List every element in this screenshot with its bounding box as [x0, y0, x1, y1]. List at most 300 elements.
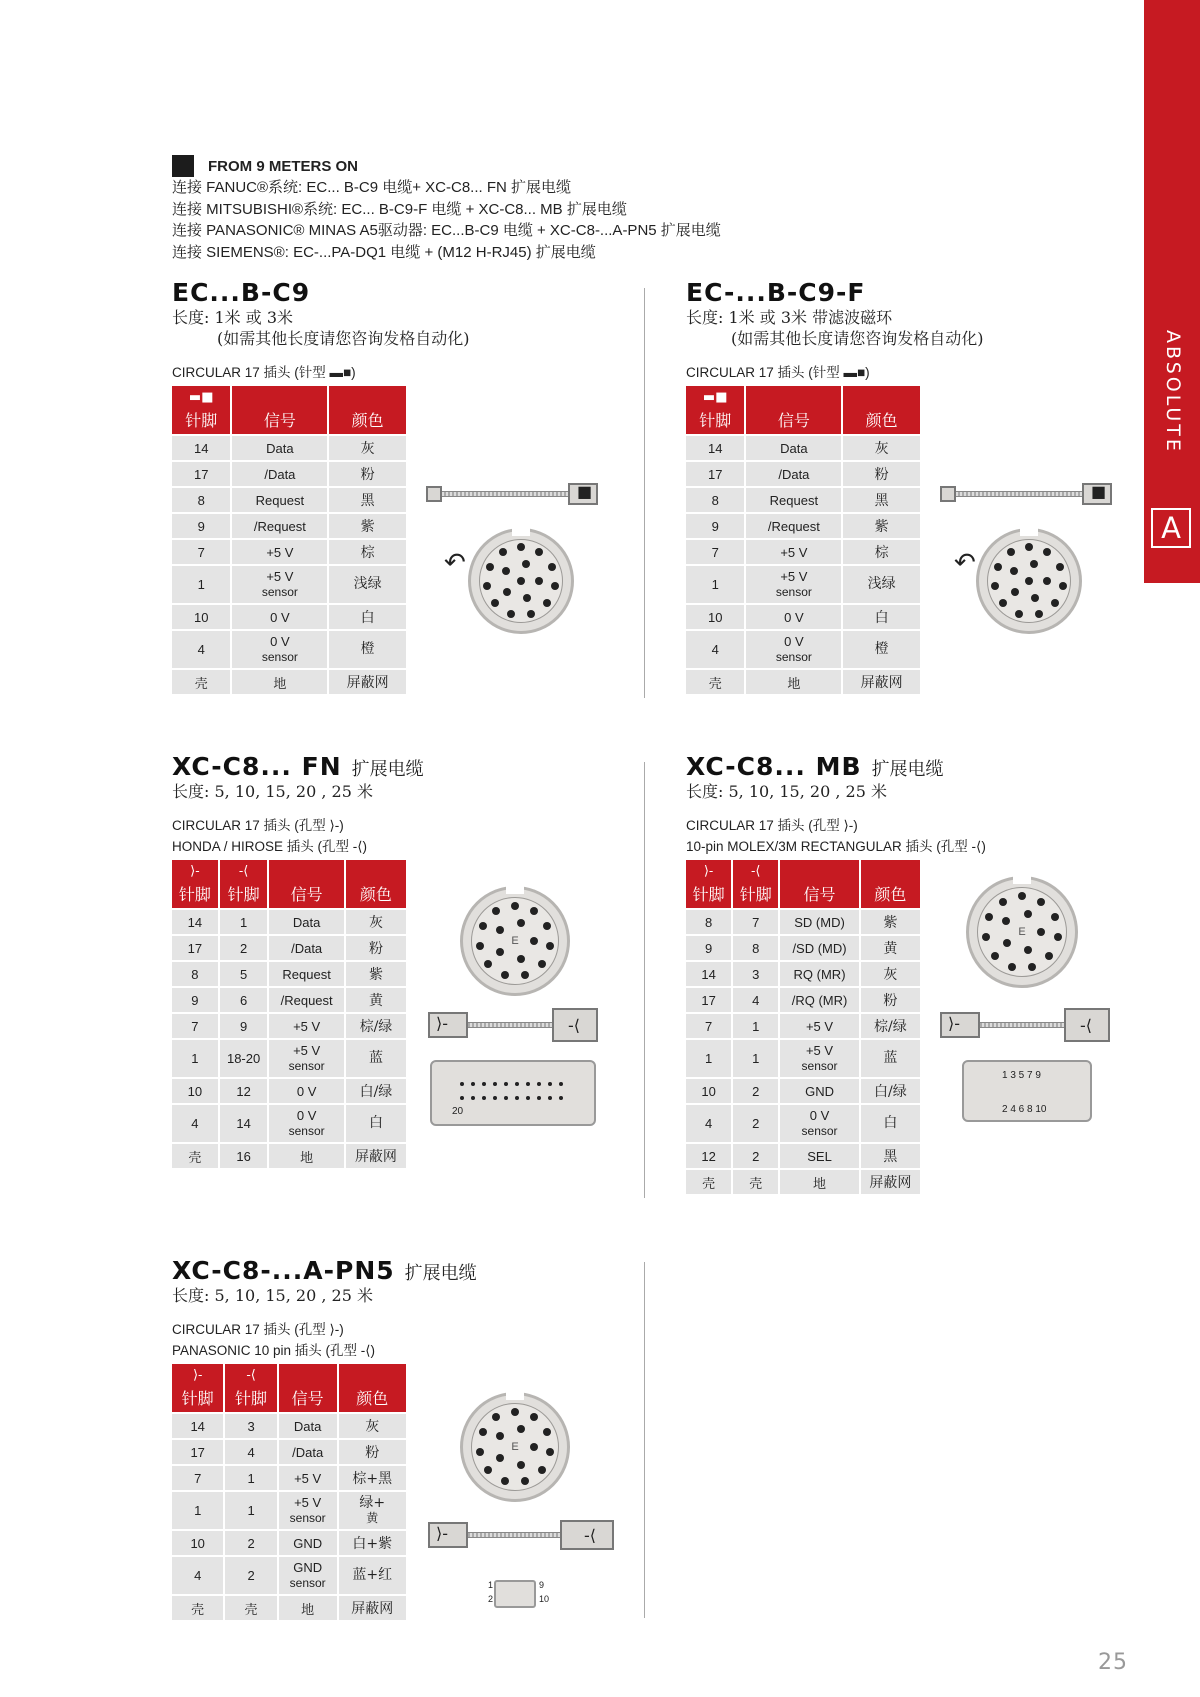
table-cell: 棕/绿: [861, 1014, 920, 1038]
table-header: [329, 386, 406, 434]
table-cell: 5: [220, 962, 268, 986]
table-cell: GND sensor: [279, 1557, 337, 1594]
table-cell: 8: [686, 910, 731, 934]
table-cell: 屏蔽网: [329, 670, 406, 694]
intro-heading-row: [172, 155, 852, 177]
pin-type-icon: ⟩-: [192, 1368, 203, 1383]
cable: [440, 491, 570, 497]
connector-pin: [1059, 582, 1067, 590]
table-cell: 灰: [329, 436, 406, 460]
table-row: [172, 605, 406, 629]
table-cell: 6: [220, 988, 268, 1012]
table-cell: /Request: [232, 514, 327, 538]
table-cell: 9: [172, 988, 218, 1012]
connector-slot: [559, 1082, 563, 1086]
connector-slot: [537, 1082, 541, 1086]
table-cell: 12: [686, 1144, 731, 1168]
table-row: [172, 1414, 406, 1438]
table-cell: /Data: [232, 462, 327, 486]
pin-type-icon: -⟨: [751, 864, 761, 879]
connector-key: [506, 886, 524, 894]
table-cell: 地: [232, 670, 327, 694]
connector-pin: [527, 610, 535, 618]
section-ec-b-c9: [172, 278, 632, 383]
table-header-label: 针脚: [227, 885, 260, 904]
table-cell: 8: [172, 488, 230, 512]
table-cell: 10: [172, 1079, 218, 1103]
connector-text: PANASONIC 10 pin 插头 (孔型 -⟨): [172, 1343, 376, 1358]
connector-pin: [503, 588, 511, 596]
table-header-label: 颜色: [874, 885, 907, 904]
table-row: [172, 1440, 406, 1464]
table-cell: 白: [861, 1105, 920, 1142]
table-cell: /Request: [269, 988, 343, 1012]
table-cell: 橙: [329, 631, 406, 668]
connector-slot: [537, 1096, 541, 1100]
table-cell: 绿+ 黄: [339, 1492, 406, 1529]
table-row: [172, 1014, 406, 1038]
length-text: 长度: 5, 10, 15, 20 , 25 米: [172, 1286, 373, 1305]
table-cell: 7: [686, 540, 744, 564]
table-cell: 紫: [861, 910, 920, 934]
pin-table-xc-c8-a-pn5: [170, 1362, 408, 1622]
socket-left-icon: ⟩-: [436, 1524, 449, 1543]
table-cell: 14: [686, 962, 731, 986]
connector-text: CIRCULAR 17 插头 (孔型 ⟩-): [686, 818, 858, 833]
table-cell: 0 V sensor: [780, 1105, 858, 1142]
table-cell: 2: [733, 1105, 778, 1142]
connector-pin: [517, 1425, 525, 1433]
table-cell: 7: [733, 910, 778, 934]
connector-pin: [523, 594, 531, 602]
table-cell: RQ (MR): [780, 962, 858, 986]
table-row: [172, 566, 406, 603]
pin-table-xc-c8-fn: [170, 858, 408, 1170]
table-header: [232, 386, 327, 434]
table-cell: 屏蔽网: [861, 1170, 920, 1194]
table-row: [686, 1014, 920, 1038]
length-text: 长度: 5, 10, 15, 20 , 25 米: [172, 782, 373, 801]
table-cell: +5 V: [279, 1466, 337, 1490]
side-tab: [1144, 0, 1200, 583]
table-row: [686, 631, 920, 668]
table-cell: 粉: [346, 936, 406, 960]
pin-plug-icon: ■: [577, 482, 593, 501]
table-row: [686, 1040, 920, 1077]
connector-pin: [517, 543, 525, 551]
table-cell: 7: [686, 1014, 731, 1038]
connector-pin: [511, 1408, 519, 1416]
table-cell: SD (MD): [780, 910, 858, 934]
table-cell: 4: [686, 1105, 731, 1142]
table-cell: 棕: [329, 540, 406, 564]
table-row: [686, 910, 920, 934]
length-text: 长度: 1米 或 3米: [172, 308, 294, 327]
side-tab-letter: A: [1151, 508, 1191, 548]
table-cell: 白: [346, 1105, 406, 1142]
connector-slot: [548, 1096, 552, 1100]
connector-pin: [501, 1477, 509, 1485]
connector-pin: [501, 971, 509, 979]
earth-label: E: [1018, 926, 1026, 938]
table-row: [686, 988, 920, 1012]
connector-pin: [1031, 594, 1039, 602]
table-cell: 白: [329, 605, 406, 629]
connector-pin: [517, 919, 525, 927]
socket-right-icon: -⟨: [1080, 1016, 1093, 1035]
column-divider: [644, 1262, 645, 1618]
connector-key: [1020, 528, 1038, 536]
table-cell: +5 V sensor: [780, 1040, 858, 1077]
column-divider: [644, 762, 645, 1198]
connector-pin: [994, 563, 1002, 571]
table-cell: Request: [746, 488, 841, 512]
table-cell: GND: [279, 1531, 337, 1555]
table-header-label: 信号: [803, 885, 836, 904]
page-number: 25: [1098, 1650, 1128, 1675]
connector-pin: [476, 1448, 484, 1456]
table-row: [686, 566, 920, 603]
table-row: [172, 1531, 406, 1555]
table-cell: 粉: [329, 462, 406, 486]
circular-connector-17: [468, 528, 574, 634]
table-row: [172, 670, 406, 694]
panasonic-10pin-connector: [494, 1580, 536, 1608]
table-row: [686, 514, 920, 538]
table-cell: 4: [172, 1557, 223, 1594]
connector-pin: [538, 960, 546, 968]
connector-pin: [499, 548, 507, 556]
table-row: [172, 488, 406, 512]
table-cell: 10: [172, 1531, 223, 1555]
intro-line-siemens: 连接 SIEMENS®: EC-...PA-DQ1 电缆 + (M12 H-RJ45) 扩展电缆: [172, 243, 596, 261]
table-cell: 粉: [339, 1440, 406, 1464]
table-cell: 0 V: [746, 605, 841, 629]
note-text: (如需其他长度请您咨询发格自动化): [731, 329, 984, 348]
connector-pin: [1056, 563, 1064, 571]
pn-label: 10: [539, 1594, 550, 1604]
table-cell: 17: [172, 1440, 223, 1464]
connector-text: CIRCULAR 17 插头 (孔型 ⟩-): [172, 1322, 344, 1337]
connector-pin: [991, 952, 999, 960]
connector-slot: [504, 1096, 508, 1100]
table-cell: +5 V sensor: [746, 566, 841, 603]
table-cell: 紫: [843, 514, 920, 538]
table-row: [172, 1040, 406, 1077]
earth-label: E: [511, 935, 519, 947]
table-cell: 灰: [861, 962, 920, 986]
section-ec-b-c9-f: [686, 278, 1126, 383]
connector-pin: [1037, 928, 1045, 936]
table-cell: 地: [269, 1144, 343, 1168]
connector-pin: [521, 971, 529, 979]
connector-pin: [511, 902, 519, 910]
rect-top-labels: 1 3 5 7 9: [1002, 1070, 1041, 1081]
table-cell: 4: [172, 1105, 218, 1142]
table-cell: 浅绿: [843, 566, 920, 603]
table-header-label: 颜色: [865, 411, 898, 430]
connector-slot: [460, 1082, 464, 1086]
connector-pin: [517, 577, 525, 585]
table-cell: 屏蔽网: [843, 670, 920, 694]
table-cell: 蓝+红: [339, 1557, 406, 1594]
table-cell: +5 V: [780, 1014, 858, 1038]
table-cell: 0 V sensor: [269, 1105, 343, 1142]
connector-pin: [1035, 610, 1043, 618]
table-header-label: 颜色: [351, 411, 384, 430]
table-cell: 粉: [861, 988, 920, 1012]
table-cell: 地: [780, 1170, 858, 1194]
table-header-label: 针脚: [178, 885, 211, 904]
table-row: [172, 936, 406, 960]
table-cell: 1: [225, 1492, 276, 1529]
table-cell: 8: [733, 936, 778, 960]
table-cell: 17: [172, 936, 218, 960]
connector-pin: [1024, 910, 1032, 918]
table-row: [686, 605, 920, 629]
connector-pin: [496, 1432, 504, 1440]
table-cell: 1: [225, 1466, 276, 1490]
table-cell: 14: [220, 1105, 268, 1142]
table-cell: 紫: [329, 514, 406, 538]
pin-table-xc-c8-mb: [684, 858, 922, 1196]
table-cell: 壳: [733, 1170, 778, 1194]
connector-slot: [493, 1096, 497, 1100]
table-cell: 蓝: [346, 1040, 406, 1077]
table-row: [686, 1170, 920, 1194]
intro-heading: FROM 9 METERS ON: [208, 157, 359, 175]
pin-type-icon: ⟩-: [703, 864, 714, 879]
table-row: [686, 936, 920, 960]
connector-slot: [515, 1082, 519, 1086]
connector-pin: [1043, 577, 1051, 585]
table-cell: /Data: [279, 1440, 337, 1464]
side-tab-label: ABSOLUTE: [1162, 330, 1184, 454]
table-cell: 2: [220, 936, 268, 960]
table-cell: 壳: [172, 670, 230, 694]
table-cell: 7: [172, 1014, 218, 1038]
table-header: [843, 386, 920, 434]
table-header: [346, 860, 406, 908]
table-row: [686, 962, 920, 986]
connector-pin-label: 20: [452, 1106, 464, 1117]
table-cell: 白+紫: [339, 1531, 406, 1555]
connector-pin: [1011, 588, 1019, 596]
table-header: [686, 860, 731, 908]
connector-pin: [546, 1448, 554, 1456]
table-cell: 黄: [861, 936, 920, 960]
note-text: (如需其他长度请您咨询发格自动化): [217, 329, 470, 348]
cable: [468, 1532, 568, 1538]
molex-3m-connector: [962, 1060, 1092, 1122]
connector-pin: [486, 563, 494, 571]
section-xc-c8-mb: [686, 752, 1126, 857]
table-row: [172, 910, 406, 934]
table-cell: Request: [232, 488, 327, 512]
connector-pin: [1045, 952, 1053, 960]
table-cell: 地: [746, 670, 841, 694]
connector-pin: [517, 1461, 525, 1469]
table-cell: 灰: [843, 436, 920, 460]
table-cell: 18-20: [220, 1040, 268, 1077]
table-row: [172, 1079, 406, 1103]
connector-slot: [460, 1096, 464, 1100]
table-header-label: 颜色: [359, 885, 392, 904]
connector-pin: [476, 942, 484, 950]
table-cell: 白/绿: [861, 1079, 920, 1103]
pin-type-icon: -⟨: [246, 1368, 256, 1383]
connector-slot: [515, 1096, 519, 1100]
table-row: [172, 1596, 406, 1620]
table-cell: +5 V: [232, 540, 327, 564]
table-cell: 黑: [329, 488, 406, 512]
table-cell: 10: [686, 605, 744, 629]
connector-slot: [493, 1082, 497, 1086]
connector-pin: [548, 563, 556, 571]
table-row: [172, 1557, 406, 1594]
connector-text: HONDA / HIROSE 插头 (孔型 -⟨): [172, 839, 368, 854]
connector-slot: [471, 1082, 475, 1086]
table-row: [172, 514, 406, 538]
pn-label: 2: [488, 1594, 494, 1604]
table-cell: 17: [686, 988, 731, 1012]
table-cell: 0 V: [269, 1079, 343, 1103]
table-cell: 2: [733, 1144, 778, 1168]
table-cell: 14: [172, 1414, 223, 1438]
connector-pin: [496, 926, 504, 934]
table-row: [172, 962, 406, 986]
pin-table-ec-b-c9-f: [684, 384, 922, 696]
table-header: [861, 860, 920, 908]
table-cell: 灰: [346, 910, 406, 934]
table-cell: 紫: [346, 962, 406, 986]
table-row: [172, 1492, 406, 1529]
table-cell: 壳: [172, 1144, 218, 1168]
table-cell: 4: [733, 988, 778, 1012]
heading-square-icon: [172, 155, 194, 177]
table-cell: 1: [220, 910, 268, 934]
connector-slot: [526, 1082, 530, 1086]
table-cell: 1: [733, 1040, 778, 1077]
table-cell: 黑: [843, 488, 920, 512]
connector-slot: [559, 1096, 563, 1100]
cable-end: [426, 486, 442, 502]
connector-pin: [1008, 963, 1016, 971]
table-header: [339, 1364, 406, 1412]
table-cell: 17: [686, 462, 744, 486]
table-cell: +5 V sensor: [269, 1040, 343, 1077]
table-cell: 1: [733, 1014, 778, 1038]
table-cell: 9: [172, 514, 230, 538]
table-row: [172, 1144, 406, 1168]
table-cell: 4: [686, 631, 744, 668]
circular-connector-17: [976, 528, 1082, 634]
table-row: [172, 436, 406, 460]
connector-key: [1013, 876, 1031, 884]
table-cell: 4: [225, 1440, 276, 1464]
table-cell: GND: [780, 1079, 858, 1103]
section-xc-c8-a-pn5: [172, 1256, 632, 1361]
table-header-label: 针脚: [739, 885, 772, 904]
table-cell: 10: [172, 605, 230, 629]
table-cell: Data: [279, 1414, 337, 1438]
table-cell: 14: [686, 436, 744, 460]
table-cell: 蓝: [861, 1040, 920, 1077]
section-title: EC-...B-C9-F: [686, 278, 866, 307]
section-title: XC-C8-...A-PN5: [172, 1256, 395, 1285]
table-cell: 8: [172, 962, 218, 986]
table-cell: 0 V: [232, 605, 327, 629]
table-cell: 屏蔽网: [346, 1144, 406, 1168]
connector-key: [512, 528, 530, 536]
pin-type-icon: ⟩-: [190, 864, 200, 879]
connector-pin: [1025, 577, 1033, 585]
table-header: [269, 860, 343, 908]
socket-left-icon: ⟩-: [436, 1014, 449, 1033]
table-cell: Request: [269, 962, 343, 986]
connector-slot: [482, 1096, 486, 1100]
connector-pin: [999, 898, 1007, 906]
table-cell: 白/绿: [346, 1079, 406, 1103]
table-header: [172, 1364, 223, 1412]
section-subtitle: 扩展电缆: [871, 759, 944, 780]
table-cell: /Data: [269, 936, 343, 960]
connector-slot: [482, 1082, 486, 1086]
column-divider: [644, 288, 645, 698]
connector-pin: [521, 1477, 529, 1485]
circular-connector-17-socket: [966, 876, 1078, 988]
table-header: [780, 860, 858, 908]
cable: [954, 491, 1084, 497]
table-cell: 2: [733, 1079, 778, 1103]
table-cell: 灰: [339, 1414, 406, 1438]
table-cell: 屏蔽网: [339, 1596, 406, 1620]
connector-pin: [551, 582, 559, 590]
table-header: [279, 1364, 337, 1412]
intro-line-panasonic: 连接 PANASONIC® MINAS A5驱动器: EC...B-C9 电缆 + XC-C8-...A-PN5 扩展电缆: [172, 222, 721, 239]
connector-pin: [530, 1443, 538, 1451]
socket-left-icon: ⟩-: [948, 1014, 961, 1033]
rotation-arrow-icon: ↶: [444, 548, 466, 578]
table-cell: 壳: [172, 1596, 223, 1620]
section-subtitle: 扩展电缆: [351, 759, 424, 780]
table-header: [220, 860, 268, 908]
table-cell: 7: [172, 540, 230, 564]
table-cell: SEL: [780, 1144, 858, 1168]
section-xc-c8-fn: [172, 752, 632, 857]
table-cell: 0 V sensor: [746, 631, 841, 668]
table-row: [172, 988, 406, 1012]
connector-text: 10-pin MOLEX/3M RECTANGULAR 插头 (孔型 -⟨): [686, 839, 986, 854]
connector-pin: [1018, 892, 1026, 900]
pin-table-ec-b-c9: [170, 384, 408, 696]
table-cell: 2: [225, 1531, 276, 1555]
table-cell: 黄: [346, 988, 406, 1012]
table-cell: 棕: [843, 540, 920, 564]
table-row: [172, 1105, 406, 1142]
table-cell: 3: [733, 962, 778, 986]
table-cell: 1: [172, 1040, 218, 1077]
table-cell: 1: [686, 566, 744, 603]
honda-hirose-connector: [430, 1060, 596, 1126]
table-header-label: 信号: [263, 411, 296, 430]
table-cell: 橙: [843, 631, 920, 668]
connector-pin: [1010, 567, 1018, 575]
connector-pin: [1051, 913, 1059, 921]
length-text: 长度: 5, 10, 15, 20 , 25 米: [686, 782, 887, 801]
table-row: [686, 488, 920, 512]
connector-pin: [530, 937, 538, 945]
